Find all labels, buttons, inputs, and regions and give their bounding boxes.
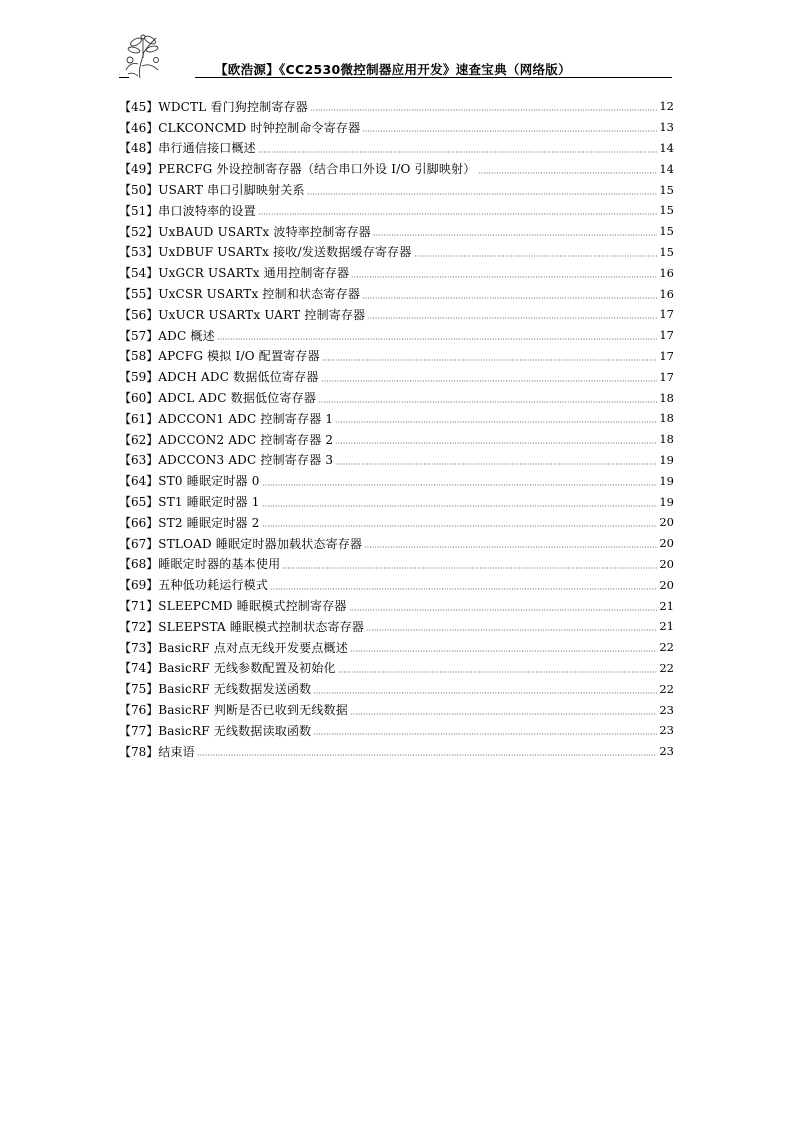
- header-rule-mark: [119, 77, 129, 78]
- toc-dot-leader: [349, 609, 658, 611]
- toc-entry-number: 【58】: [119, 349, 159, 364]
- toc-entry-page-number: 14: [659, 161, 674, 176]
- toc-dot-leader: [338, 671, 658, 673]
- toc-entry-page-number: 23: [659, 744, 674, 759]
- toc-entry-number: 【64】: [119, 474, 159, 489]
- toc-dot-leader: [322, 359, 658, 361]
- toc-dot-leader: [366, 629, 657, 631]
- toc-entry-page-number: 21: [659, 598, 674, 613]
- toc-entry-title: STLOAD 睡眠定时器加载状态寄存器: [158, 536, 363, 551]
- toc-dot-leader: [262, 525, 658, 527]
- toc-entry[interactable]: [119, 616, 674, 637]
- toc-entry[interactable]: [119, 595, 674, 616]
- toc-entry-page-number: 15: [659, 182, 674, 197]
- toc-entry[interactable]: [119, 637, 674, 658]
- toc-entry-title: USART 串口引脚映射关系: [158, 183, 305, 198]
- toc-dot-leader: [318, 401, 657, 403]
- toc-dot-leader: [321, 380, 658, 382]
- toc-dot-leader: [351, 276, 657, 278]
- toc-entry[interactable]: [119, 720, 674, 741]
- toc-entry[interactable]: [119, 429, 674, 450]
- page-header-title: 【欧浩源】《CC2530微控制器应用开发》速查宝典（网络版）: [215, 62, 571, 77]
- toc-entry-title: CLKCONCMD 时钟控制命令寄存器: [158, 120, 361, 135]
- toc-entry-page-number: 20: [659, 515, 674, 530]
- toc-entry-page-number: 22: [659, 681, 674, 696]
- toc-dot-leader: [364, 546, 657, 548]
- toc-entry-number: 【59】: [119, 370, 159, 385]
- toc-dot-leader: [335, 442, 657, 444]
- toc-entry-title: ST0 睡眠定时器 0: [158, 474, 260, 489]
- toc-dot-leader: [270, 588, 657, 590]
- toc-entry-title: ST1 睡眠定时器 1: [158, 495, 260, 510]
- toc-entry-number: 【55】: [119, 287, 159, 302]
- toc-dot-leader: [335, 421, 657, 423]
- toc-entry-page-number: 13: [659, 120, 674, 135]
- toc-entry[interactable]: [119, 450, 674, 471]
- toc-entry-title: UxBAUD USARTx 波特率控制寄存器: [158, 224, 372, 239]
- toc-entry-number: 【62】: [119, 432, 159, 447]
- toc-entry-title: SLEEPSTA 睡眠模式控制状态寄存器: [158, 619, 365, 634]
- toc-entry-page-number: 16: [659, 286, 674, 301]
- toc-entry-title: UxDBUF USARTx 接收/发送数据缓存寄存器: [158, 245, 412, 260]
- toc-entry-number: 【74】: [119, 661, 159, 676]
- toc-entry[interactable]: [119, 138, 674, 159]
- toc-entry-number: 【77】: [119, 723, 159, 738]
- toc-entry[interactable]: [119, 346, 674, 367]
- toc-entry-title: ADCH ADC 数据低位寄存器: [158, 370, 319, 385]
- toc-dot-leader: [258, 213, 657, 215]
- toc-entry[interactable]: [119, 678, 674, 699]
- toc-entry-title: ST2 睡眠定时器 2: [158, 515, 260, 530]
- toc-entry-page-number: 20: [659, 536, 674, 551]
- toc-entry[interactable]: [119, 117, 674, 138]
- toc-entry-title: APCFG 模拟 I/O 配置寄存器: [158, 349, 320, 364]
- toc-entry-page-number: 15: [659, 244, 674, 259]
- toc-entry-title: BasicRF 点对点无线开发要点概述: [158, 640, 348, 655]
- toc-entry-number: 【52】: [119, 224, 159, 239]
- toc-entry-page-number: 19: [659, 473, 674, 488]
- toc-entry-title: BasicRF 无线数据读取函数: [158, 723, 312, 738]
- toc-entry-title: 结束语: [158, 744, 195, 759]
- toc-entry[interactable]: [119, 283, 674, 304]
- toc-entry[interactable]: [119, 96, 674, 117]
- toc-entry-number: 【60】: [119, 391, 159, 406]
- toc-entry-number: 【71】: [119, 599, 159, 614]
- toc-entry-number: 【51】: [119, 203, 159, 218]
- table-of-contents: [119, 96, 674, 762]
- toc-entry-number: 【73】: [119, 640, 159, 655]
- toc-entry-title: SLEEPCMD 睡眠模式控制寄存器: [158, 599, 347, 614]
- toc-entry-number: 【72】: [119, 619, 159, 634]
- toc-entry-title: ADCCON3 ADC 控制寄存器 3: [158, 453, 334, 468]
- toc-entry-number: 【61】: [119, 411, 159, 426]
- toc-entry-page-number: 20: [659, 577, 674, 592]
- toc-dot-leader: [414, 255, 658, 257]
- toc-entry-page-number: 19: [659, 452, 674, 467]
- toc-entry-number: 【45】: [119, 99, 159, 114]
- toc-entry-title: UxCSR USARTx 控制和状态寄存器: [158, 287, 361, 302]
- toc-entry-page-number: 17: [659, 328, 674, 343]
- toc-entry-title: 五种低功耗运行模式: [158, 578, 269, 593]
- toc-entry-page-number: 23: [659, 702, 674, 717]
- toc-entry-title: UxGCR USARTx 通用控制寄存器: [158, 266, 350, 281]
- toc-entry-number: 【50】: [119, 183, 159, 198]
- toc-entry-title: BasicRF 无线数据发送函数: [158, 682, 312, 697]
- toc-entry-title: 睡眠定时器的基本使用: [158, 557, 281, 572]
- toc-entry-number: 【46】: [119, 120, 159, 135]
- toc-entry-number: 【66】: [119, 515, 159, 530]
- toc-entry-page-number: 18: [659, 390, 674, 405]
- toc-entry[interactable]: [119, 158, 674, 179]
- toc-entry-page-number: 12: [659, 99, 674, 114]
- toc-entry-page-number: 16: [659, 265, 674, 280]
- toc-entry[interactable]: [119, 366, 674, 387]
- toc-entry-title: ADCL ADC 数据低位寄存器: [158, 391, 317, 406]
- toc-dot-leader: [258, 151, 657, 153]
- toc-entry-title: ADCCON2 ADC 控制寄存器 2: [158, 432, 334, 447]
- toc-entry-title: 串行通信接口概述: [158, 141, 256, 156]
- toc-entry-number: 【54】: [119, 266, 159, 281]
- toc-dot-leader: [373, 234, 657, 236]
- toc-dot-leader: [313, 692, 657, 694]
- toc-entry-page-number: 14: [659, 140, 674, 155]
- toc-entry-title: BasicRF 无线参数配置及初始化: [158, 661, 336, 676]
- toc-entry-page-number: 22: [659, 660, 674, 675]
- toc-entry-page-number: 15: [659, 224, 674, 239]
- toc-entry[interactable]: [119, 699, 674, 720]
- toc-entry-number: 【63】: [119, 453, 159, 468]
- toc-entry-title: UxUCR USARTx UART 控制寄存器: [158, 307, 366, 322]
- toc-entry-number: 【76】: [119, 703, 159, 717]
- toc-entry-title: WDCTL 看门狗控制寄存器: [158, 99, 309, 114]
- toc-entry-number: 【67】: [119, 536, 159, 551]
- toc-entry-title: ADCCON1 ADC 控制寄存器 1: [158, 411, 334, 426]
- toc-entry-number: 【78】: [119, 744, 159, 759]
- toc-entry-page-number: 18: [659, 411, 674, 426]
- header-divider: [195, 77, 672, 78]
- toc-entry[interactable]: [119, 304, 674, 325]
- toc-entry-page-number: 17: [659, 348, 674, 363]
- toc-entry[interactable]: [119, 512, 674, 533]
- toc-entry[interactable]: [119, 741, 674, 762]
- toc-entry-page-number: 17: [659, 307, 674, 322]
- toc-dot-leader: [362, 297, 657, 299]
- toc-entry[interactable]: [119, 200, 674, 221]
- toc-entry-title: 串口波特率的设置: [158, 203, 256, 218]
- toc-entry-page-number: 15: [659, 203, 674, 218]
- toc-entry[interactable]: [119, 408, 674, 429]
- toc-dot-leader: [350, 650, 657, 652]
- toc-entry-title: BasicRF 判断是否已收到无线数据: [158, 703, 348, 717]
- toc-entry[interactable]: [119, 221, 674, 242]
- toc-entry-page-number: 21: [659, 619, 674, 634]
- toc-entry-title: ADC 概述: [158, 328, 215, 343]
- toc-entry[interactable]: [119, 470, 674, 491]
- toc-entry[interactable]: [119, 262, 674, 283]
- toc-dot-leader: [310, 109, 657, 111]
- toc-entry[interactable]: [119, 325, 674, 346]
- toc-entry[interactable]: [119, 242, 674, 263]
- toc-entry-page-number: 22: [659, 640, 674, 655]
- toc-entry-number: 【69】: [119, 578, 159, 593]
- toc-entry[interactable]: [119, 179, 674, 200]
- toc-entry-page-number: 20: [659, 556, 674, 571]
- toc-dot-leader: [262, 505, 658, 507]
- toc-dot-leader: [335, 463, 657, 465]
- toc-entry[interactable]: [119, 658, 674, 679]
- toc-dot-leader: [307, 193, 658, 195]
- toc-dot-leader: [197, 754, 657, 756]
- toc-entry-number: 【57】: [119, 328, 159, 343]
- toc-dot-leader: [478, 172, 658, 174]
- toc-dot-leader: [262, 484, 658, 486]
- toc-entry-number: 【49】: [119, 162, 159, 177]
- toc-entry-page-number: 18: [659, 432, 674, 447]
- toc-dot-leader: [282, 567, 657, 569]
- toc-entry-number: 【68】: [119, 557, 159, 572]
- toc-entry-page-number: 19: [659, 494, 674, 509]
- toc-entry-page-number: 23: [659, 723, 674, 738]
- toc-entry[interactable]: [119, 533, 674, 554]
- toc-entry-number: 【75】: [119, 682, 159, 697]
- toc-entry-number: 【53】: [119, 245, 159, 260]
- toc-entry[interactable]: [119, 491, 674, 512]
- toc-entry[interactable]: [119, 574, 674, 595]
- toc-dot-leader: [313, 733, 657, 735]
- toc-entry-number: 【65】: [119, 495, 159, 510]
- toc-entry-number: 【56】: [119, 307, 159, 322]
- toc-entry-title: PERCFG 外设控制寄存器（结合串口外设 I/O 引脚映射）: [158, 162, 476, 177]
- toc-dot-leader: [362, 130, 657, 132]
- toc-entry[interactable]: [119, 387, 674, 408]
- toc-entry-page-number: 17: [659, 369, 674, 384]
- toc-entry-number: 【48】: [119, 141, 159, 156]
- toc-dot-leader: [367, 317, 657, 319]
- toc-entry[interactable]: [119, 554, 674, 575]
- toc-dot-leader: [350, 713, 657, 715]
- toc-dot-leader: [217, 338, 658, 340]
